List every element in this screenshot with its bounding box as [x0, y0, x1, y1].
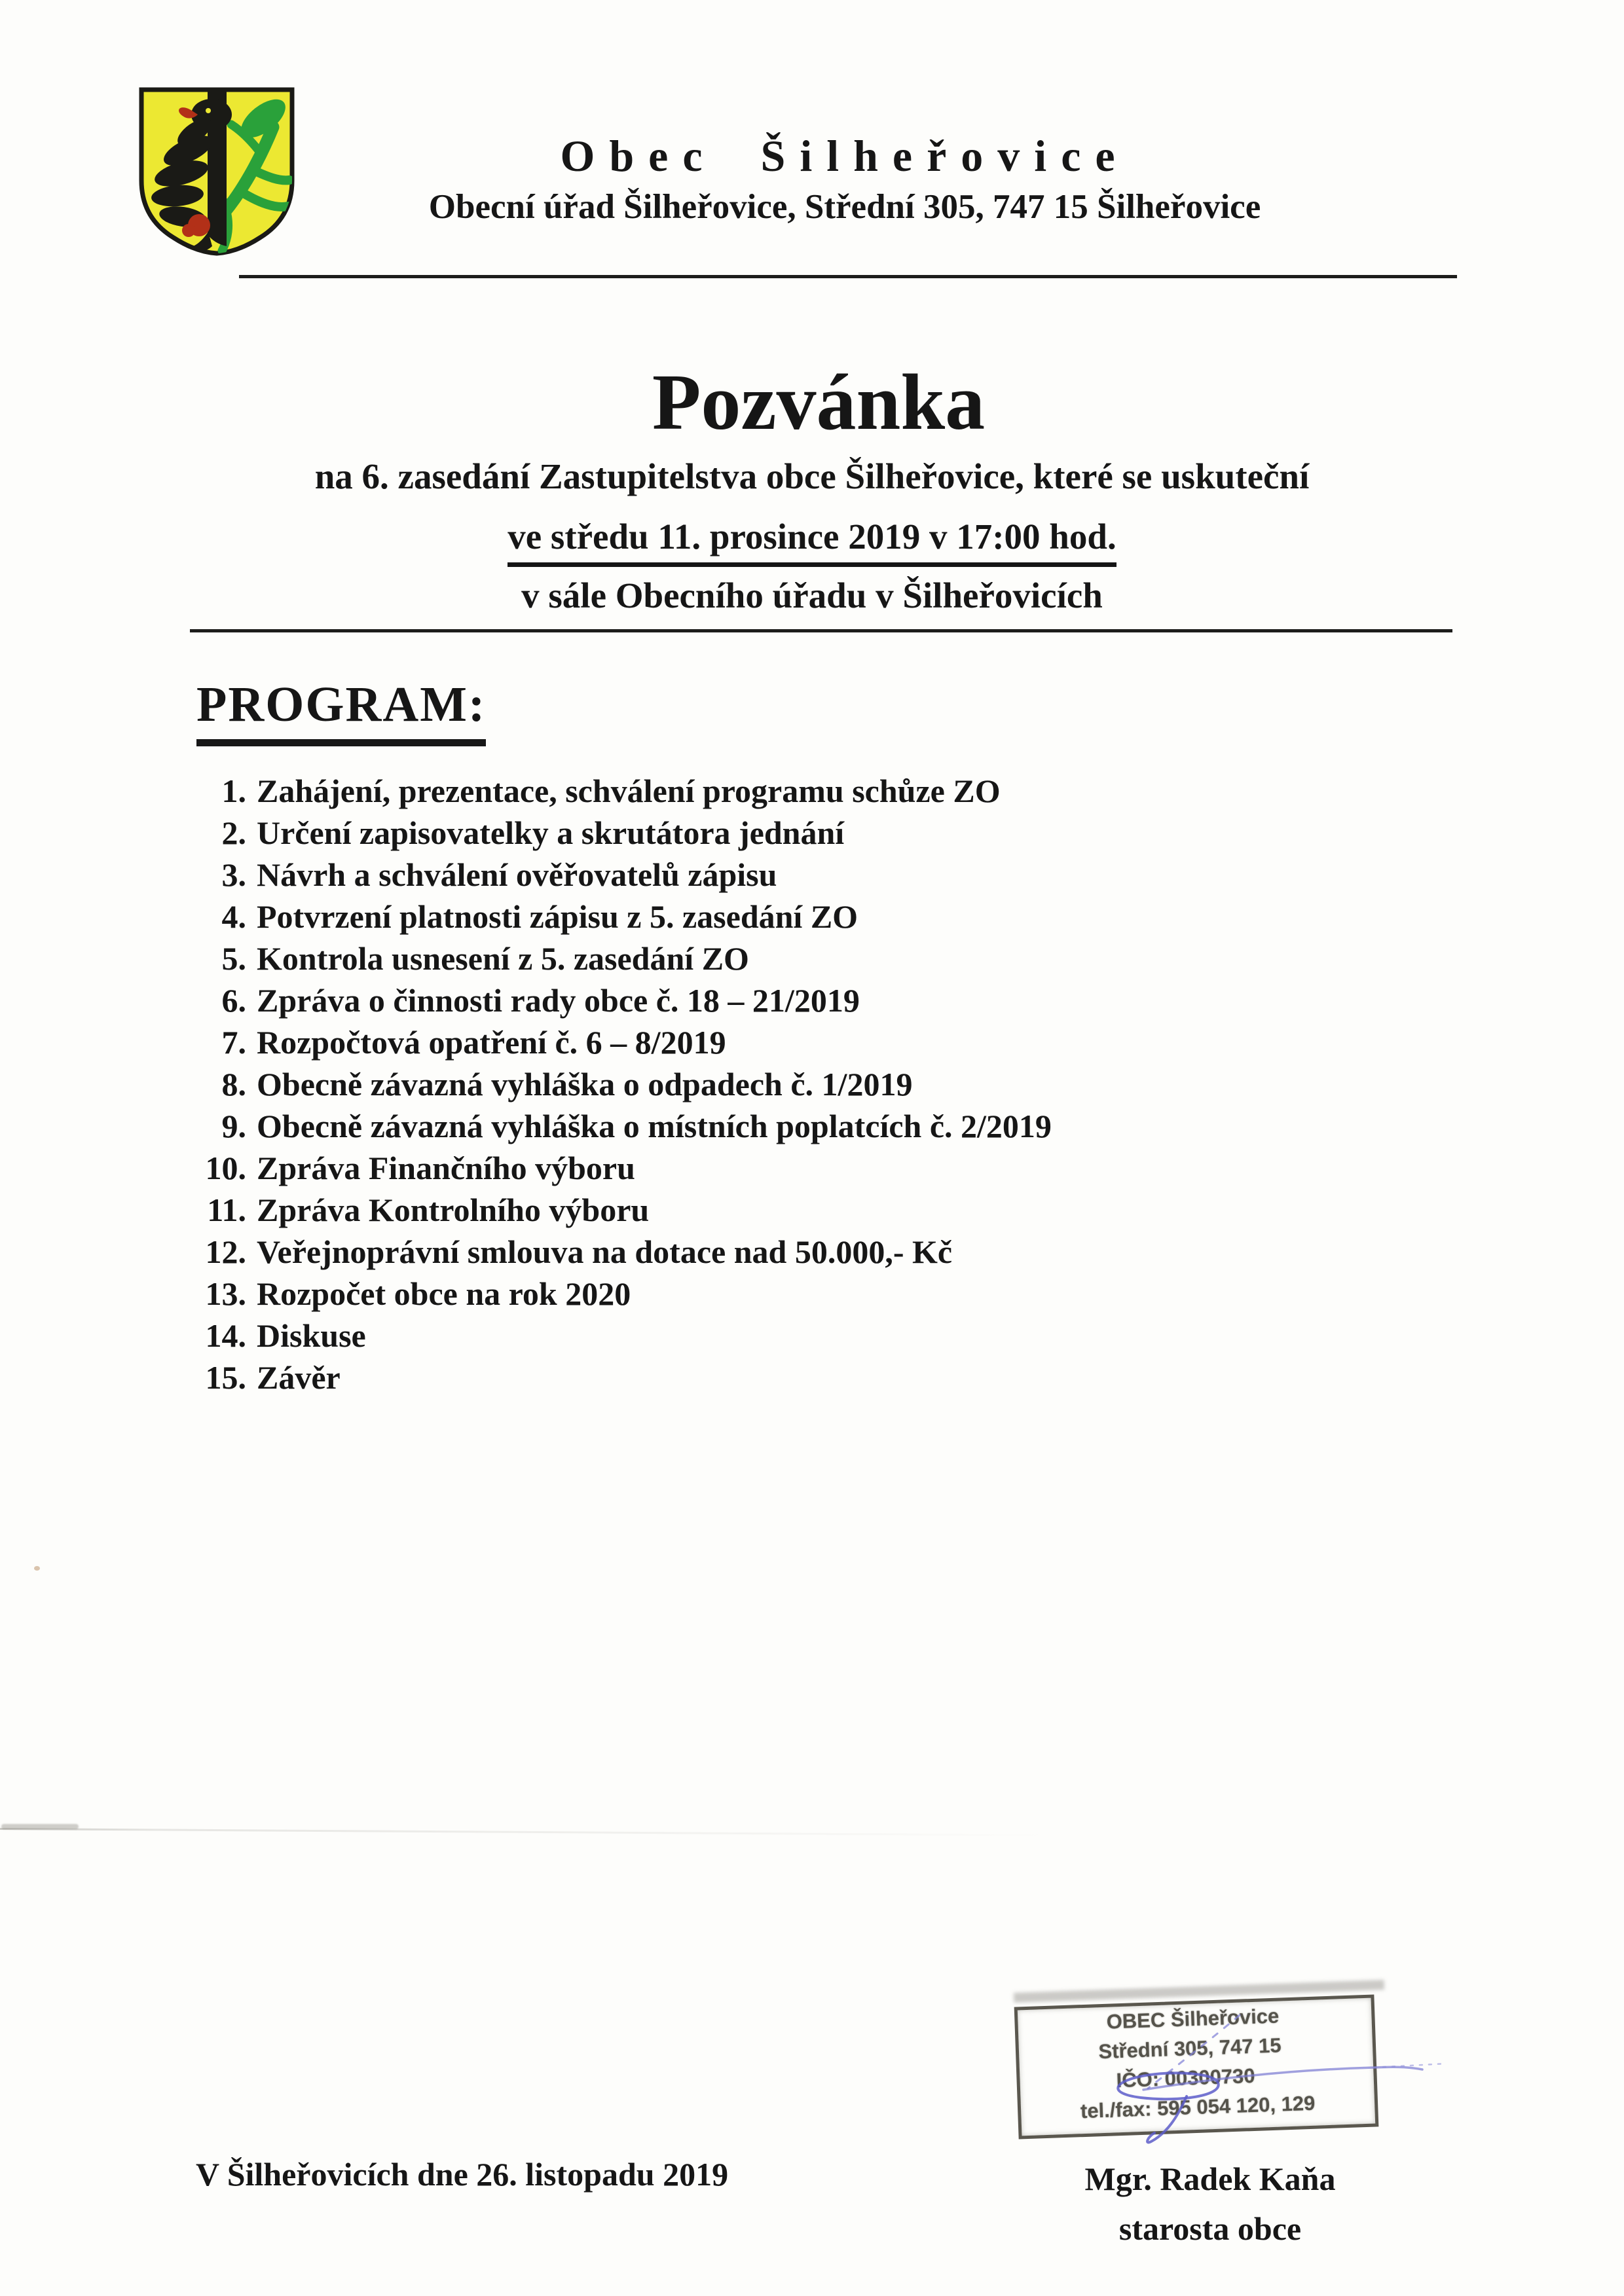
pen-scribble-icon: [950, 1977, 1460, 2147]
program-list-item: [194, 1147, 1052, 1189]
program-list-item: [194, 1189, 1052, 1231]
document-title: Pozvánka: [652, 358, 986, 446]
program-list-item: [194, 1357, 1052, 1398]
item-number: 4.: [221, 898, 246, 935]
item-number: 15.: [205, 1359, 246, 1396]
program-list-item: [194, 979, 1052, 1021]
program-list-item: [194, 938, 1052, 979]
item-text: Zpráva Finančního výboru: [257, 1150, 635, 1186]
item-text: Obecně závazná vyhláška o odpadech č. 1/2019: [257, 1066, 913, 1102]
item-number: 9.: [221, 1108, 246, 1144]
scan-speck-artifact: [34, 1566, 40, 1571]
item-text: Zpráva o činnosti rady obce č. 18 – 21/2019: [257, 982, 860, 1019]
program-list-item: [194, 770, 1052, 812]
org-address-line: Obecní úřad Šilheřovice, Střední 305, 747 15 Šilheřovice: [428, 188, 1261, 226]
header-divider-rule: [239, 275, 1457, 278]
item-number: 8.: [221, 1066, 246, 1102]
item-text: Zahájení, prezentace, schválení programu schůze ZO: [257, 773, 1001, 809]
stamp-line: IČO: 00300730: [1116, 2064, 1256, 2092]
signer-name: Mgr. Radek Kaňa: [1084, 2160, 1336, 2197]
item-text: Veřejnoprávní smlouva na dotace nad 50.000,- Kč: [257, 1233, 953, 1270]
stamp-line: OBEC Šilheřovice: [1106, 2004, 1280, 2033]
item-text: Rozpočtová opatření č. 6 – 8/2019: [257, 1024, 726, 1061]
item-text: Kontrola usnesení z 5. zasedání ZO: [257, 940, 749, 977]
scan-streak-artifact: [0, 1828, 1048, 1836]
meeting-datetime-underlined: ve středu 11. prosince 2019 v 17:00 hod.: [507, 517, 1116, 567]
item-number: 10.: [205, 1150, 246, 1186]
item-number: 7.: [221, 1024, 246, 1061]
program-list-item: [194, 1315, 1052, 1357]
item-text: Návrh a schválení ověřovatelů zápisu: [257, 856, 777, 893]
signer-role: starosta obce: [1118, 2210, 1302, 2247]
item-text: Určení zapisovatelky a skrutátora jednání: [257, 814, 845, 851]
item-number: 14.: [205, 1317, 246, 1354]
item-text: Závěr: [257, 1359, 341, 1396]
stamp-line: Střední 305, 747 15: [1098, 2033, 1282, 2064]
program-list-item: [194, 1021, 1052, 1063]
program-list-item: [194, 1105, 1052, 1147]
meeting-datetime-line: [0, 519, 1624, 555]
item-number: 1.: [221, 773, 246, 809]
signature-block: [1046, 2154, 1374, 2253]
item-number: 5.: [221, 940, 246, 977]
program-list-item: [194, 812, 1052, 854]
program-list-item: [194, 896, 1052, 938]
program-list: [194, 770, 1052, 1398]
item-text: Obecně závazná vyhláška o místních poplatcích č. 2/2019: [257, 1108, 1052, 1144]
program-list-item: [194, 1273, 1052, 1315]
item-text: Zpráva Kontrolního výboru: [257, 1192, 650, 1228]
item-number: 13.: [205, 1275, 246, 1312]
item-number: 2.: [221, 814, 246, 851]
stamp-line: tel./fax: 595 054 120, 129: [1080, 2091, 1316, 2123]
section-divider-rule: [190, 629, 1452, 632]
item-number: 6.: [221, 982, 246, 1019]
item-number: 3.: [221, 856, 246, 893]
place-date-line: V Šilheřovicích dne 26. listopadu 2019: [196, 2156, 729, 2193]
program-list-item: [194, 1231, 1052, 1273]
program-list-item: [194, 1063, 1052, 1105]
item-text: Diskuse: [257, 1317, 366, 1354]
item-text: Rozpočet obce na rok 2020: [257, 1275, 631, 1312]
program-heading: [196, 677, 487, 746]
item-number: 12.: [205, 1233, 246, 1270]
scan-streak-artifact-nub: [1, 1824, 79, 1829]
item-number: 11.: [207, 1192, 246, 1228]
program-heading-text: PROGRAM:: [196, 680, 486, 746]
invitation-line: na 6. zasedání Zastupitelstva obce Šilheřovice, které se uskuteční: [314, 456, 1310, 496]
item-text: Potvrzení platnosti zápisu z 5. zasedání ZO: [257, 898, 858, 935]
program-list-item: [194, 854, 1052, 896]
org-name: Obec Šilheřovice: [560, 131, 1130, 181]
meeting-venue-line: v sále Obecního úřadu v Šilheřovicích: [521, 575, 1103, 615]
